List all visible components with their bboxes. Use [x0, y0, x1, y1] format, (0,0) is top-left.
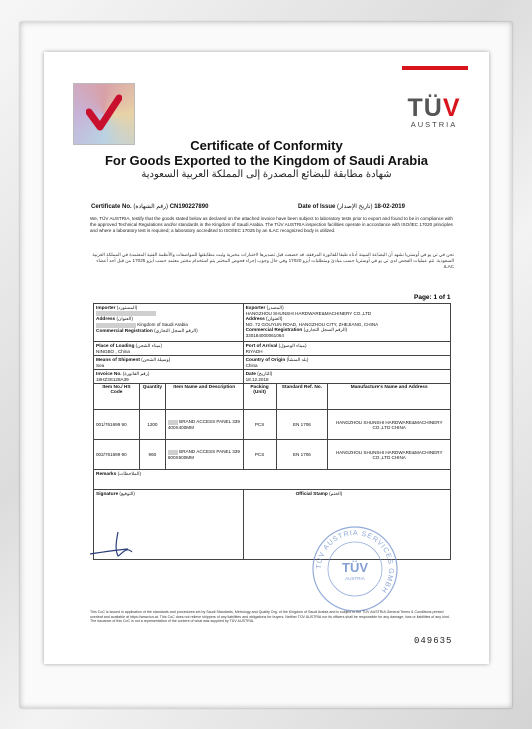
footer-disclaimer: This CoC is issued in application of the standards and procedures set by Saudi Standards, Metrology and Quality Org. of the Kingdom of Saudi Arabia and is subject to the TÜV AUSTRIA General Terms & Conditions printed overleaf and available at https://www.tuv.at. This CoC does not relieve shippers of any liabilities and obligations for buyers. Neither TÜV AUSTRIA nor its officers shall be responsible for any damage, loss or liabilities of any kind. The issuance of this CoC is not a representation of the content of what was supplied by TÜV AUSTRIA. — [90, 610, 450, 624]
page-indicator: Page: 1 of 1 — [414, 294, 451, 301]
certificate-number-label: Certificate No. — [91, 204, 132, 210]
exporter-label-ar: (المصدر) — [266, 305, 284, 310]
loading-cell — [94, 342, 244, 356]
official-stamp-label-ar: (الختم) — [329, 491, 343, 496]
stamp-center-text: TÜV — [342, 560, 368, 575]
remarks-cell — [94, 470, 451, 490]
arrival-value: RIYADH — [245, 349, 263, 354]
issue-date-label-ar: (تاريخ الإصدار) — [337, 204, 373, 210]
arrival-label: Port of Arrival — [245, 344, 278, 349]
row-quantity: 1200 — [139, 410, 165, 440]
redacted-importer-address — [96, 323, 136, 328]
importer-address-label: Address — [96, 317, 116, 323]
row-packing: PCS — [243, 440, 276, 470]
invoice-date-label-ar: (التاريخ) — [257, 371, 273, 376]
importer-label-ar: (المستورد) — [116, 305, 138, 310]
column-header-quantity: Quantity — [139, 384, 165, 410]
origin-label: Country of Origin — [245, 358, 286, 363]
row-item: 001/761699 90 — [94, 410, 140, 440]
issue-date: 2019-02-18 — [374, 204, 405, 210]
importer-cr-label-ar: (الرقم السجل التجاري) — [154, 327, 198, 333]
exporter-cr-label-ar: (الرقم السجل التجاري) — [303, 327, 348, 332]
tuv-austria-logo — [398, 96, 470, 129]
certificate-number: CN190227890 — [169, 204, 209, 210]
loading-label: Place of Loading — [96, 344, 135, 349]
certificate-subtitle: For Goods Exported to the Kingdom of Saudi Arabia — [104, 153, 429, 168]
certificate-number-label-ar: (رقم الشهادة) — [133, 204, 169, 210]
row-packing: PCS — [243, 410, 276, 440]
shipment-label: Means of Shipment — [96, 358, 140, 363]
serial-number: 049635 — [414, 636, 453, 646]
column-header-packing: Packing (Unit) — [243, 384, 276, 410]
exporter-address: NO. 72 GOUYUN ROAD, HANGZHOU CITY, ZHEJIANG, CHINA — [245, 322, 379, 327]
column-header-name: Item Name and Description — [165, 384, 243, 410]
row-manufacturer: HANGZHOU SHUNSHI HARDWARE&MACHINERY CO.,LTD CHINA — [328, 440, 451, 470]
issue-date-block — [298, 203, 405, 210]
importer-cell — [94, 304, 244, 342]
exporter-cr: 330184000061064 — [245, 333, 284, 338]
invoice-cell — [94, 370, 244, 384]
loading-value: NINGBO , China — [96, 349, 130, 354]
exporter-cell — [243, 304, 450, 342]
origin-value: China — [245, 363, 258, 368]
row-description — [165, 440, 243, 470]
invoice-value: 18HZ3S128A39 — [96, 377, 129, 382]
remarks-label-ar: (الملاحظات) — [117, 471, 142, 476]
origin-label-ar: (بلد المنشأ) — [286, 357, 309, 362]
signature-label: Signature — [96, 492, 119, 497]
official-stamp — [310, 524, 400, 614]
table-row — [94, 410, 451, 440]
row-description — [165, 410, 243, 440]
stamp-center-subtext: AUSTRIA — [345, 576, 365, 581]
logo-accent-letter: V — [442, 94, 461, 122]
signature-label-ar: (التوقيع) — [119, 491, 135, 496]
row-manufacturer: HANGZHOU SHUNSHI HARDWARE&MACHINERY CO.,LTD CHINA — [328, 410, 451, 440]
loading-label-ar: (ميناء الشحن) — [135, 343, 163, 348]
certificate-title-arabic: شهادة مطابقة للبضائع المصدرة إلى المملكة العربية السعودية — [141, 169, 392, 180]
brand-red-bar — [402, 66, 468, 70]
invoice-date-label: Date — [245, 372, 256, 377]
row-quantity: 960 — [139, 440, 165, 470]
shipment-label-ar: (وسيلة الشحن) — [141, 357, 171, 362]
importer-label: Importer — [96, 306, 116, 311]
arrival-label-ar: (ميناء الوصول) — [278, 343, 307, 348]
logo-subtitle: AUSTRIA — [410, 120, 458, 129]
row-description-text: BRAND ACCESS PANEL 339 600X600MM — [167, 449, 240, 460]
certificate-title: Certificate of Conformity — [190, 138, 343, 153]
conformity-statement-ar: نحن في تي يو في أوستريا نشهد أن البضاعة المبينة أدناه طبقا للفاتورة المرفقة، قد خضعت قبل تصديرها لاختبارات مخبرية وثبت مطابقتها للمواصفات والأنظمة الفنية المعتمدة في المملكة العربية السعودية. تتم عمليات الفحص لدى تي يو في أوستريا حسب مبادئ ومتطلبات أيزو 17020 وفي حال وجوب إجراء فحوص المختبر يتم استخدام مختبر معتمد حسب أيزو 17025 من قبل أحد أعضاء ILAC. — [92, 252, 454, 269]
logo-main-text: TÜ — [407, 94, 443, 122]
shipment-cell — [94, 356, 244, 370]
row-standard: EN 1706 — [276, 440, 328, 470]
certificate-number-block — [91, 203, 208, 210]
invoice-label-ar: (رقم الفاتورة) — [122, 371, 150, 376]
certificate-paper — [44, 52, 489, 664]
importer-cr-label: Commercial Registration — [96, 328, 153, 334]
checkmark-icon — [86, 94, 122, 132]
column-header-manufacturer: Manufacture's Name and Address — [328, 384, 451, 410]
stamp-ring-text: TÜV AUSTRIA SERVICES GMBH — [315, 529, 395, 595]
origin-cell — [243, 356, 450, 370]
hologram-seal — [73, 83, 135, 145]
exporter-label: Exporter — [245, 306, 266, 311]
exporter-address-label-ar: (العنوان) — [266, 316, 283, 321]
row-standard: EN 1706 — [276, 410, 328, 440]
invoice-date-value: 18.12.2018 — [245, 377, 269, 382]
importer-address: Kingdom of Saudi Arabia — [137, 322, 188, 328]
invoice-label: Invoice No. — [96, 372, 122, 377]
conformity-statement-en: We, TÜV AUSTRIA, testify that the goods stated below as declared on the attached invoice have been subject to laboratory tests prior to export and found to be in compliance with the approved Technical Regulations and/or standards in the Kingdom of Saudi Arabia. The TÜV AUSTRIA inspection facilities operate in accordance with ISO/IEC 17020 principles and where a laboratory test is required; a laboratory accredited to ISO/IEC 17025 by an ILAC recognized body is utilized. — [90, 216, 453, 233]
issue-date-label: Date of Issue — [298, 204, 336, 210]
column-header-item: Item No./ HS Code — [94, 384, 140, 410]
invoice-date-cell — [243, 370, 450, 384]
remarks-label: Remarks — [96, 472, 117, 477]
exporter-address-label: Address — [245, 317, 265, 322]
table-row — [94, 440, 451, 470]
handwritten-signature — [88, 524, 148, 564]
official-stamp-label: Official Stamp — [295, 492, 328, 497]
shipment-value: Sea — [96, 363, 105, 368]
row-description-text: BRAND ACCESS PANEL 339 400X400MM — [167, 419, 240, 430]
shipment-details-table — [93, 303, 451, 560]
row-item: 002/761699 90 — [94, 440, 140, 470]
exporter-name: HANGZHOU SHUNSHI HARDWARE&MACHINERY CO.,LTD — [245, 311, 372, 316]
importer-address-label-ar: (العنوان) — [116, 316, 133, 322]
arrival-cell — [243, 342, 450, 356]
column-header-standard: Standard Ref. No. — [276, 384, 328, 410]
exporter-cr-label: Commercial Registration — [245, 328, 303, 333]
